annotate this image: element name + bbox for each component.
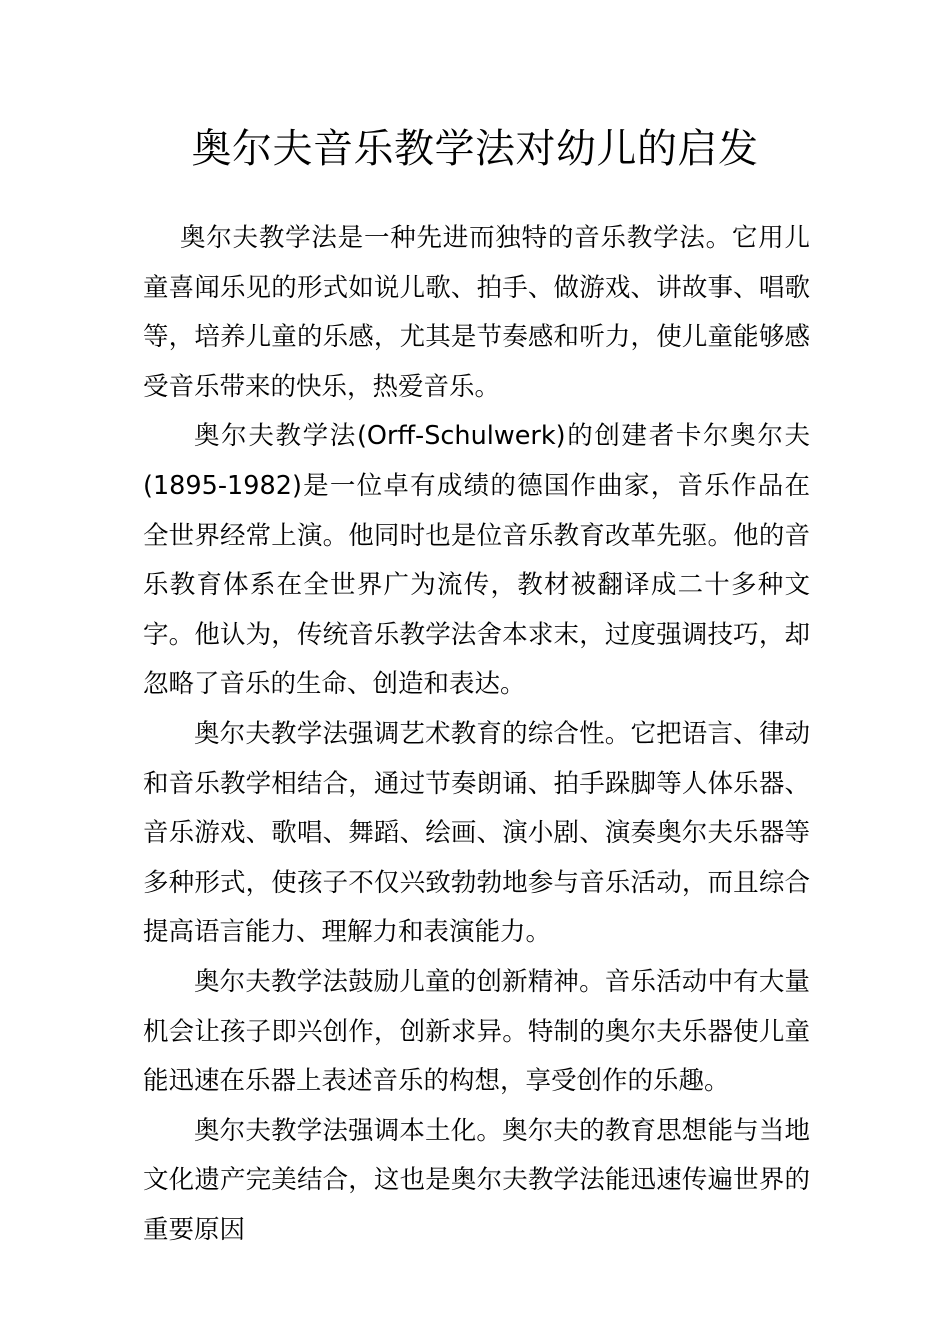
paragraph-5: 奥尔夫教学法强调本土化。奥尔夫的教育思想能与当地文化遗产完美结合，这也是奥尔夫教学法能迅速传遍世界的重要原因 — [143, 1115, 810, 1245]
paragraph-3: 奥尔夫教学法强调艺术教育的综合性。它把语言、律动和音乐教学相结合，通过节奏朗诵、拍手跺脚等人体乐器、音乐游戏、歌唱、舞蹈、绘画、演小剧、演奏奥尔夫乐器等多种形式，使孩子不仅兴致勃勃地参与音乐活动，而且综合提高语言能力、理解力和表演能力。 — [143, 718, 810, 948]
paragraph-2: 奥尔夫教学法(Orff-Schulwerk)的创建者卡尔奥尔夫(1895-1982)是一位卓有成绩的德国作曲家，音乐作品在全世界经常上演。他同时也是位音乐教育改革先驱。他的音乐教育体系在全世界广为流传，教材被翻译成二十多种文字。他认为，传统音乐教学法舍本求末，过度强调技巧，却忽略了音乐的生命、创造和表达。 — [143, 421, 810, 700]
document-body — [143, 214, 810, 1255]
paragraph-4: 奥尔夫教学法鼓励儿童的创新精神。音乐活动中有大量机会让孩子即兴创作，创新求异。特制的奥尔夫乐器使儿童能迅速在乐器上表述音乐的构想，享受创作的乐趣。 — [143, 966, 810, 1097]
paragraph-1: 奥尔夫教学法是一种先进而独特的音乐教学法。它用儿童喜闻乐见的形式如说儿歌、拍手、做游戏、讲故事、唱歌等，培养儿童的乐感，尤其是节奏感和听力，使儿童能够感受音乐带来的快乐，热爱音乐。 — [143, 223, 810, 402]
document-title: 奥尔夫音乐教学法对幼儿的启发 — [191, 126, 759, 172]
